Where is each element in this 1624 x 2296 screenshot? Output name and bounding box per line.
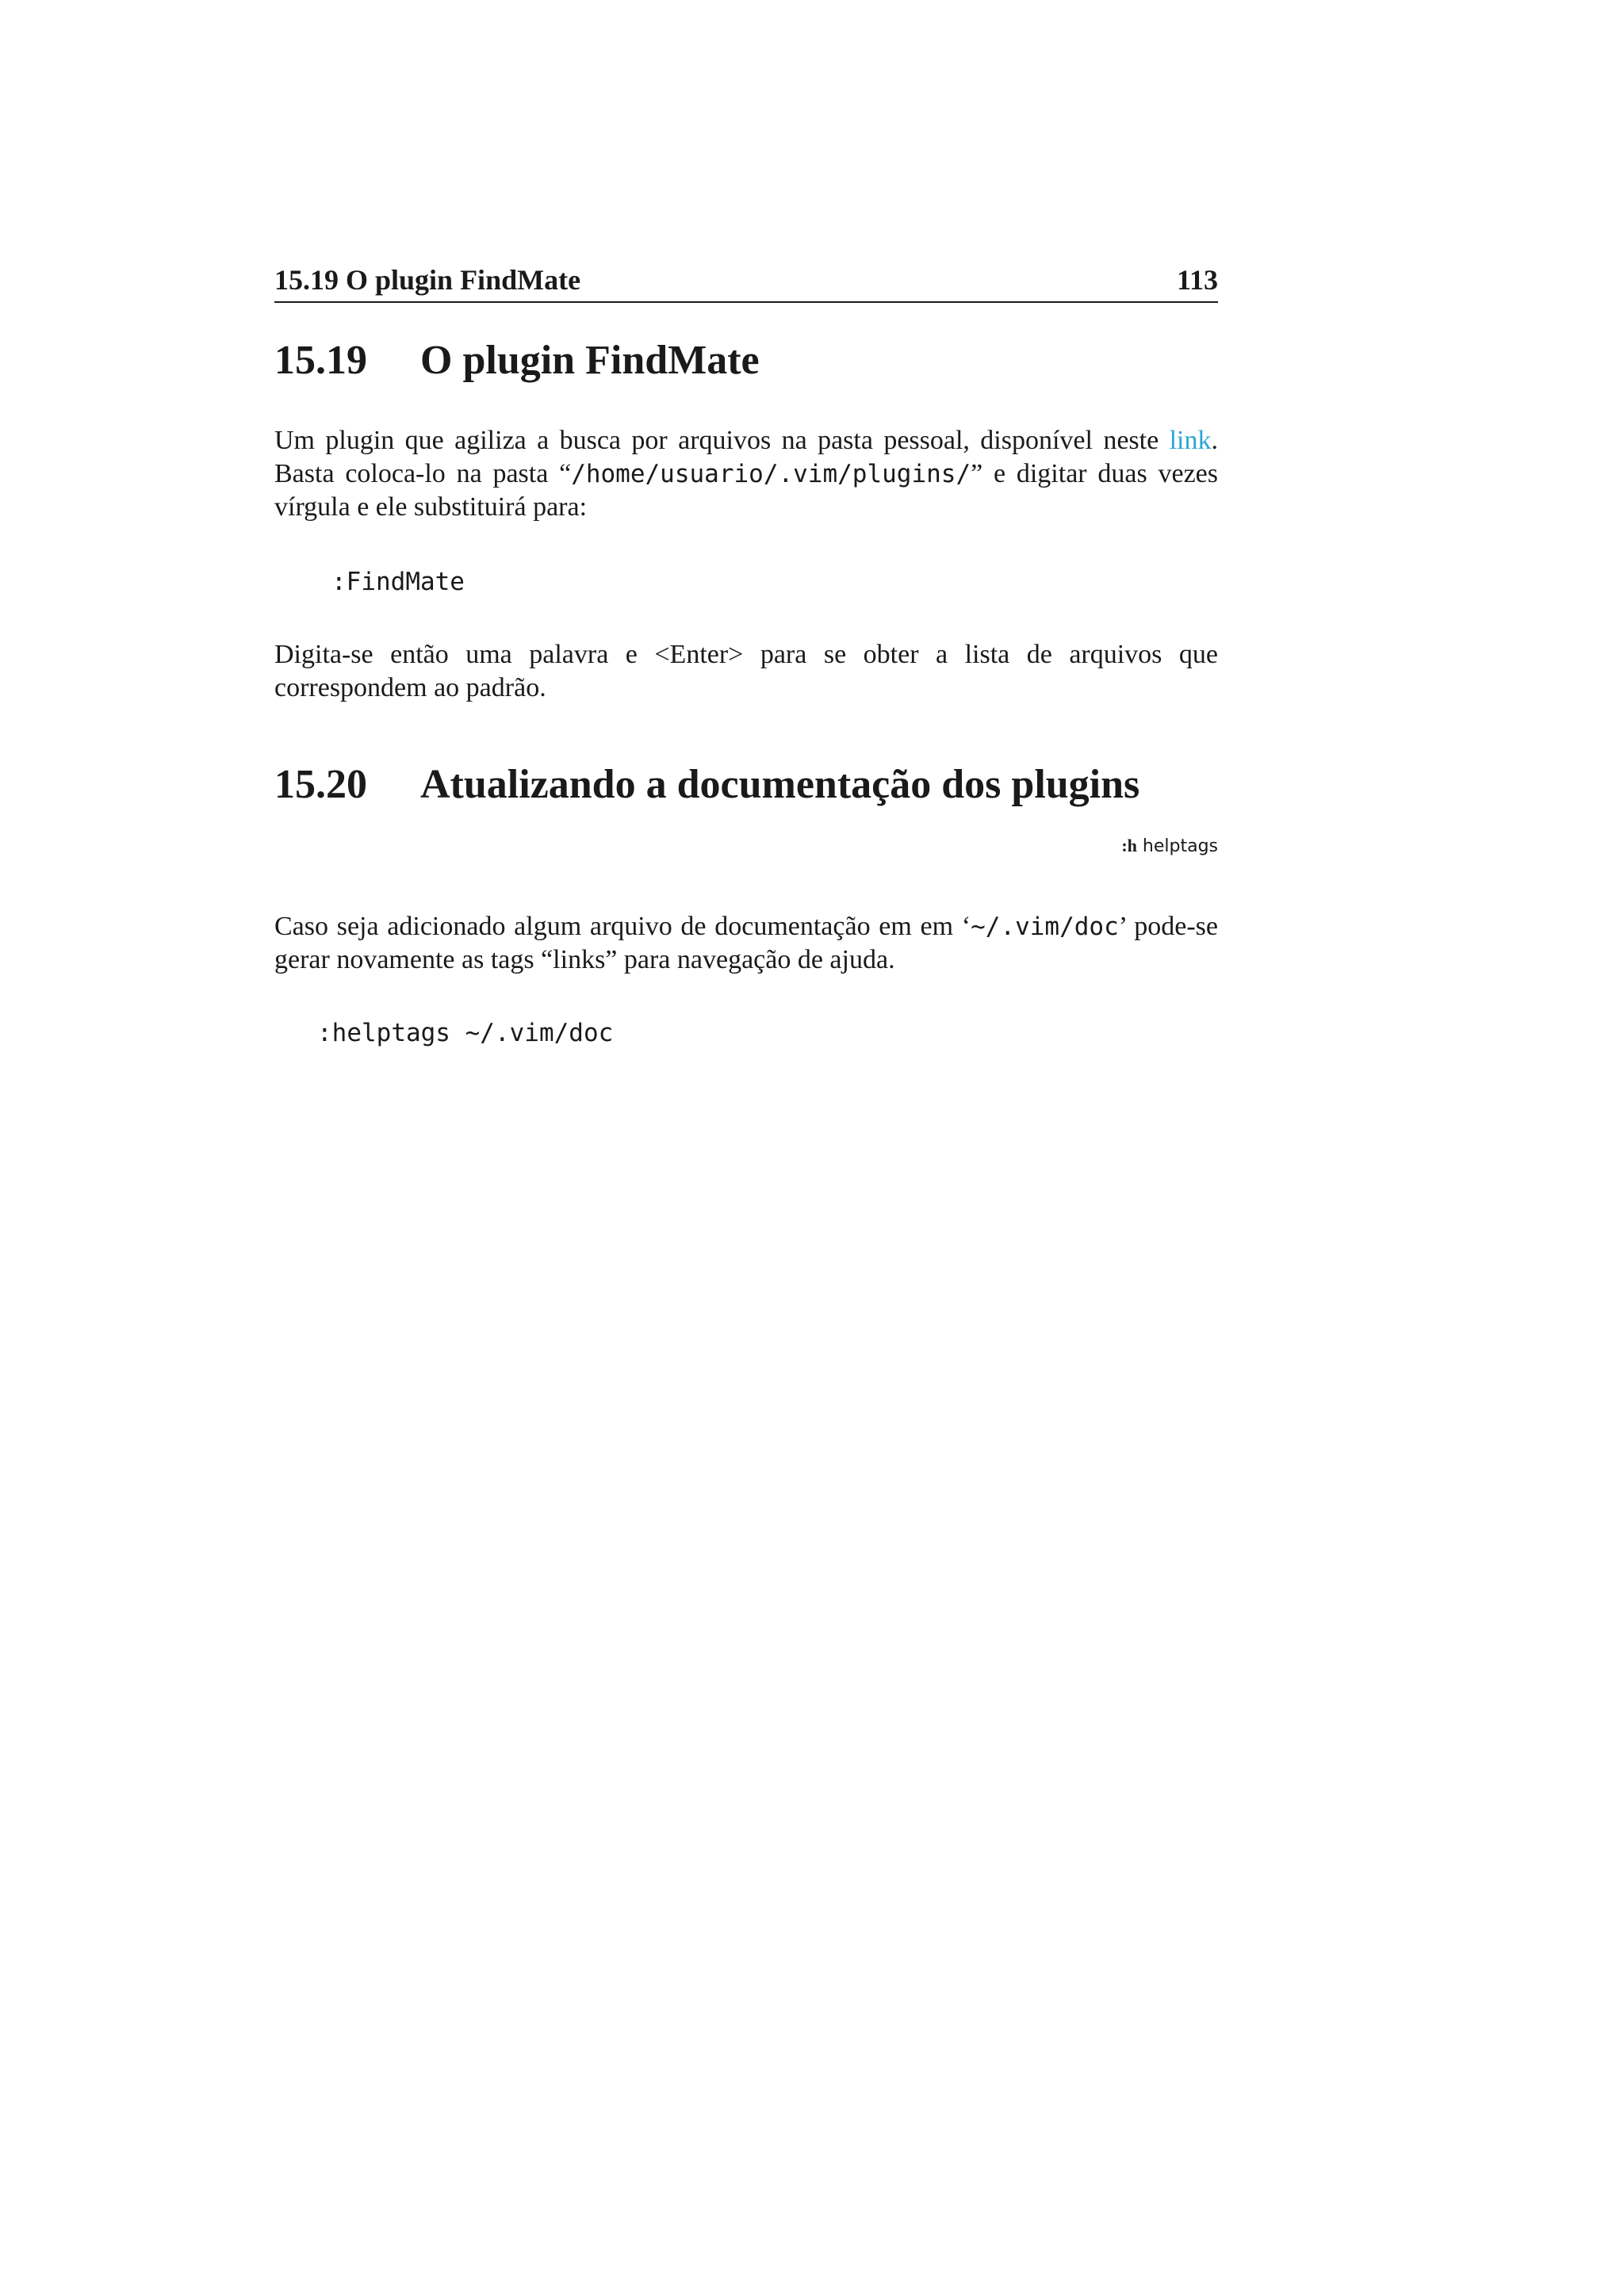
running-header — [274, 262, 1218, 303]
paragraph-text: ” e digitar duas vezes vírgula e ele substituirá para: — [274, 459, 1218, 522]
paragraph-text: ’ pode-se gerar novamente as tags “links” para navegação de ajuda. — [274, 912, 1218, 974]
paragraph-text: . Basta coloca-lo na pasta “ — [274, 426, 1218, 488]
section-number: 15.20 — [274, 762, 367, 807]
section-title: O plugin FindMate — [420, 338, 760, 383]
section-heading-findmate — [274, 337, 760, 384]
doc-path: ~/.vim/doc — [971, 913, 1119, 941]
findmate-link[interactable]: link — [1169, 426, 1212, 455]
findmate-paragraph — [274, 424, 1218, 524]
code-findmate: :FindMate — [331, 568, 465, 596]
section-title: Atualizando a documentação dos plugins — [420, 762, 1140, 807]
code-helptags: :helptags ~/.vim/doc — [317, 1019, 614, 1047]
section-heading-helptags — [274, 761, 1139, 808]
helptags-paragraph — [274, 910, 1218, 977]
header-page-number: 113 — [1176, 264, 1218, 296]
help-topic: helptags — [1142, 836, 1218, 856]
plugins-path: /home/usuario/.vim/plugins/ — [571, 460, 971, 488]
document-page — [274, 0, 1218, 2296]
section-number: 15.19 — [274, 338, 367, 383]
header-section-title: 15.19 O plugin FindMate — [274, 264, 581, 296]
paragraph-text: Caso seja adicionado algum arquivo de documentação em em ‘ — [274, 912, 971, 941]
findmate-usage-paragraph: Digita-se então uma palavra e <Enter> para se obter a lista de arquivos que correspondem ao padrão. — [274, 640, 1218, 702]
paragraph-text: Um plugin que agiliza a busca por arquivos na pasta pessoal, disponível neste — [274, 426, 1170, 455]
help-reference — [1121, 836, 1218, 856]
help-command: :h — [1121, 836, 1137, 855]
